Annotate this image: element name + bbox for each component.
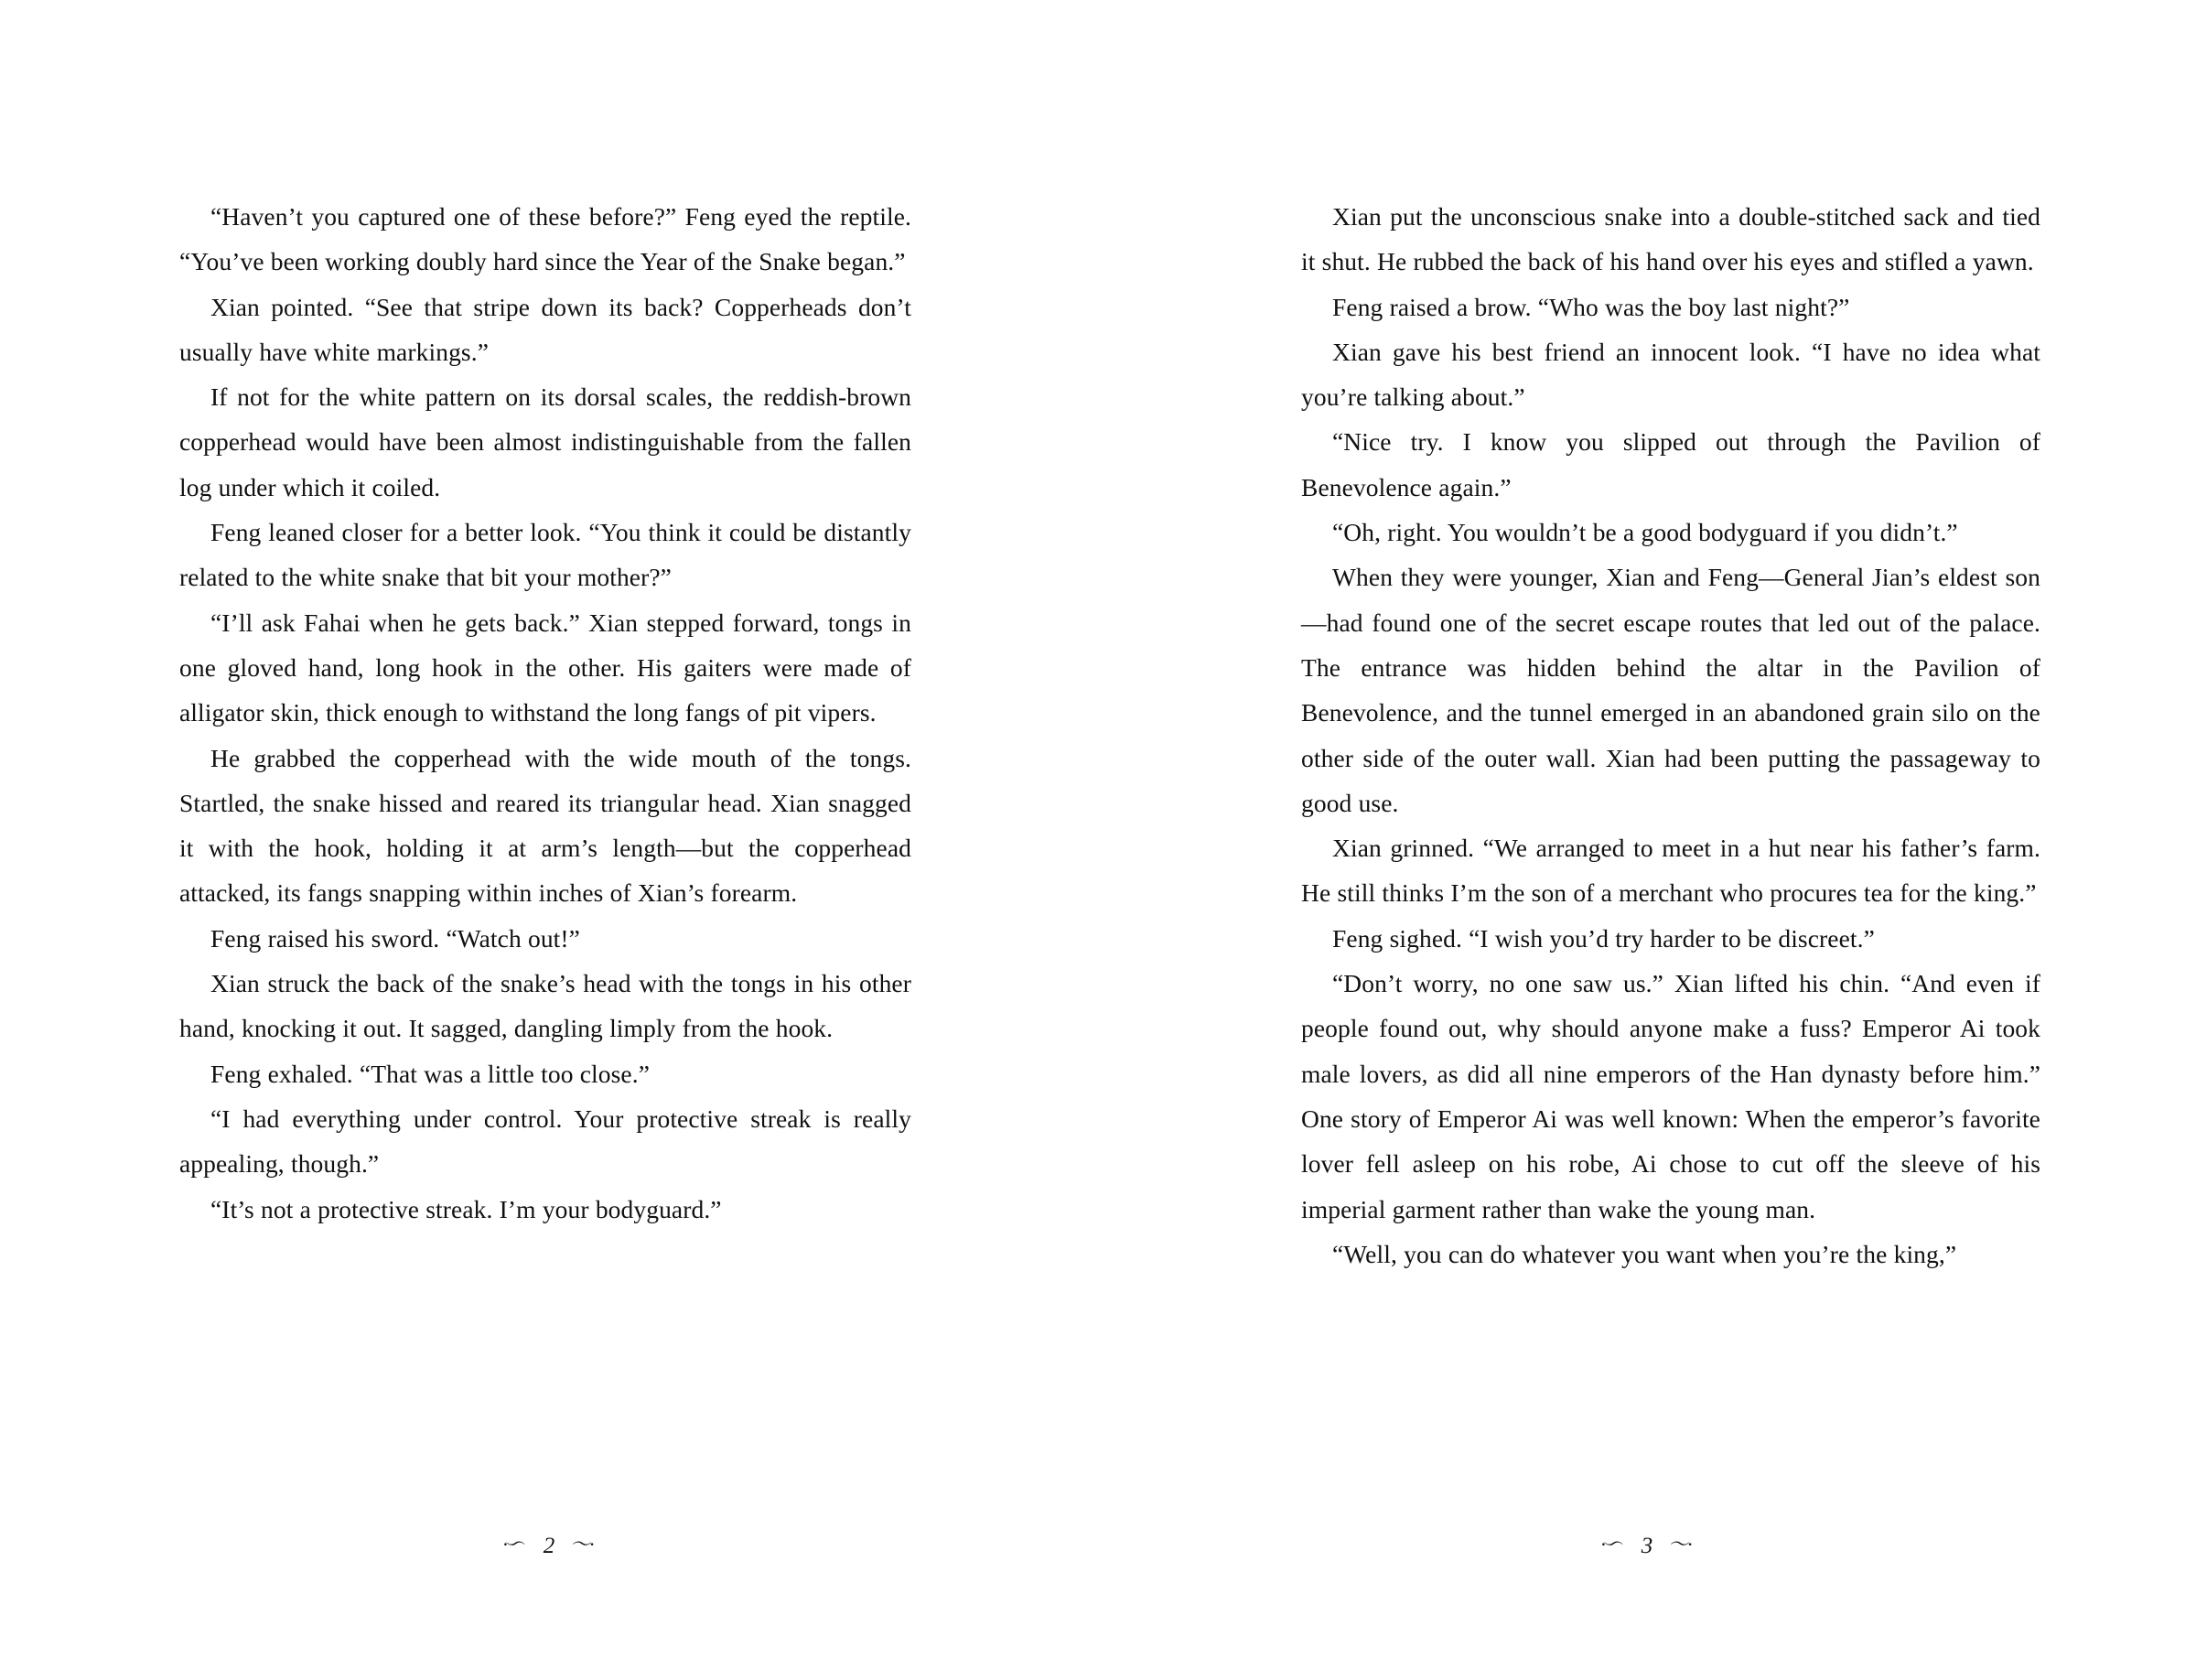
paragraph: “I had everything under control. Your protective streak is really appealing, though.” (179, 1104, 911, 1179)
left-page-folio (0, 1534, 1098, 1559)
paragraph: Xian gave his best friend an innocent look. “I have no idea what you’re talking about.” (1301, 337, 2040, 412)
paragraph: “Don’t worry, no one saw us.” Xian lifted his chin. “And even if people found out, why should anyone make a fuss? Emperor Ai took male lovers, as did all nine emperors of the Han dynasty before him.” One story of Emperor Ai was well known: When the emperor’s favorite lover fell asleep on his robe, Ai chose to cut off the sleeve of his imperial garment rather than wake the young man. (1301, 969, 2040, 1223)
flourish-ornament-icon: 〜∙ (1668, 1533, 1692, 1556)
page-number: 3 (1641, 1534, 1653, 1558)
paragraph: He grabbed the copperhead with the wide mouth of the tongs. Startled, the snake hissed and reared its triangular head. Xian snagged it with the hook, holding it at arm’s length—but the copperhead attacked, its fangs snapping within inches of Xian’s forearm. (179, 743, 911, 908)
flourish-ornament-icon: 〜∙ (570, 1533, 594, 1556)
page-number: 2 (543, 1534, 555, 1558)
paragraph: Xian struck the back of the snake’s head with the tongs in his other hand, knocking it out. It sagged, dangling limply from the hook. (179, 969, 911, 1043)
paragraph: “Haven’t you captured one of these before?” Feng eyed the reptile. “You’ve been working doubly hard since the Year of the Snake began.” (179, 202, 911, 276)
paragraph: “Oh, right. You wouldn’t be a good bodyguard if you didn’t.” (1332, 518, 1958, 547)
paragraph: Xian put the unconscious snake into a double-stitched sack and tied it shut. He rubbed the back of his hand over his eyes and stifled a yawn. (1301, 202, 2040, 276)
left-page-textblock (179, 194, 911, 1232)
paragraph: “I’ll ask Fahai when he gets back.” Xian stepped forward, tongs in one gloved hand, long hook in the other. His gaiters were made of alligator skin, thick enough to withstand the long fangs of pit vipers. (179, 608, 911, 727)
flourish-ornament-icon: 〜∙ (504, 1533, 528, 1556)
paragraph: “Nice try. I know you slipped out through the Pavilion of Benevolence again.” (1301, 427, 2040, 501)
paragraph: If not for the white pattern on its dorsal scales, the reddish-brown copperhead would have been almost indistinguishable from the fallen log under which it coiled. (179, 382, 911, 501)
paragraph: Feng sighed. “I wish you’d try harder to be discreet.” (1332, 923, 1875, 953)
paragraph: Xian pointed. “See that stripe down its back? Copperheads don’t usually have white markings.” (179, 292, 911, 366)
right-page-folio (1098, 1534, 2196, 1559)
paragraph: Feng raised his sword. “Watch out!” (210, 923, 580, 953)
paragraph: Xian grinned. “We arranged to meet in a hut near his father’s farm. He still thinks I’m the son of a merchant who procures tea for the king.” (1301, 834, 2040, 908)
paragraph: Feng raised a brow. “Who was the boy last night?” (1332, 292, 1850, 321)
paragraph: When they were younger, Xian and Feng—General Jian’s eldest son—had found one of the secret escape routes that led out of the palace. The entrance was hidden behind the altar in the Pavilion of Benevolence, and the tunnel emerged in an abandoned grain silo on the other side of the outer wall. Xian had been putting the passageway to good use. (1301, 563, 2040, 817)
paragraph: “It’s not a protective streak. I’m your bodyguard.” (210, 1194, 722, 1223)
paragraph: Feng leaned closer for a better look. “You think it could be distantly related to the white snake that bit your mother?” (179, 518, 911, 592)
right-page (1098, 0, 2196, 1680)
right-page-textblock (1301, 194, 2040, 1276)
paragraph: “Well, you can do whatever you want when you’re the king,” (1332, 1239, 1957, 1268)
paragraph: Feng exhaled. “That was a little too close.” (210, 1059, 651, 1088)
flourish-ornament-icon: 〜∙ (1602, 1533, 1626, 1556)
